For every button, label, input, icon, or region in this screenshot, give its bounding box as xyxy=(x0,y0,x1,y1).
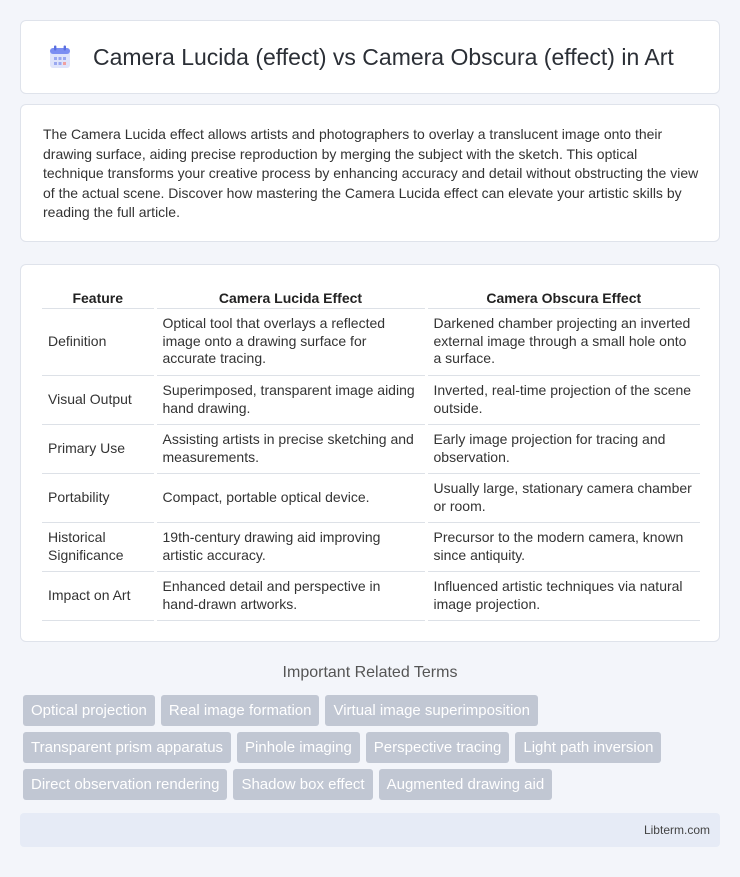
calendar-icon xyxy=(47,44,73,70)
tag-row xyxy=(23,769,723,800)
table-cell: Enhanced detail and perspective in hand-drawn artworks. xyxy=(155,571,426,620)
related-term-tag[interactable]: Pinhole imaging xyxy=(237,732,360,763)
column-header: Feature xyxy=(42,285,155,308)
table-cell: Early image projection for tracing and observation. xyxy=(426,424,700,473)
table-row xyxy=(42,522,700,571)
table-cell: Darkened chamber projecting an inverted external image through a small hole onto a surface. xyxy=(426,308,700,375)
related-term-tag[interactable]: Light path inversion xyxy=(515,732,661,763)
table-header-row xyxy=(42,285,700,308)
related-term-tag[interactable]: Optical projection xyxy=(23,695,155,726)
intro-paragraph: The Camera Lucida effect allows artists and photographers to overlay a translucent image onto their drawing surface, aiding precise reproduction by merging the subject with the sketch. This optical technique transforms your creative process by enhancing accuracy and detail without obstructing the view of the actual scene. Discover how mastering the Camera Lucida effect can elevate your artistic skills by reading the full article. xyxy=(43,126,699,221)
table-cell: Historical Significance xyxy=(42,522,155,571)
title-card xyxy=(20,20,720,94)
footer-site-link[interactable]: Libterm.com xyxy=(643,823,710,837)
table-cell: Portability xyxy=(42,473,155,522)
table-cell: Assisting artists in precise sketching and measurements. xyxy=(155,424,426,473)
table-row xyxy=(42,375,700,424)
table-cell: Usually large, stationary camera chamber or room. xyxy=(426,473,700,522)
related-term-tag[interactable]: Perspective tracing xyxy=(366,732,510,763)
table-cell: Compact, portable optical device. xyxy=(155,473,426,522)
related-term-tag[interactable]: Transparent prism apparatus xyxy=(23,732,231,763)
table-cell: Definition xyxy=(42,308,155,375)
tag-row xyxy=(23,732,723,763)
related-term-tag[interactable]: Direct observation rendering xyxy=(23,769,227,800)
related-term-tag[interactable]: Virtual image superimposition xyxy=(325,695,538,726)
table-row xyxy=(42,308,700,375)
table-row xyxy=(42,424,700,473)
related-term-tag[interactable]: Shadow box effect xyxy=(233,769,372,800)
footer-bar xyxy=(20,813,720,847)
table-cell: Superimposed, transparent image aiding hand drawing. xyxy=(155,375,426,424)
table-cell: Visual Output xyxy=(42,375,155,424)
tag-row xyxy=(23,695,723,726)
column-header: Camera Obscura Effect xyxy=(426,285,700,308)
table-row xyxy=(42,473,700,522)
table-cell: 19th-century drawing aid improving artistic accuracy. xyxy=(155,522,426,571)
related-terms-list xyxy=(23,695,723,806)
table-cell: Primary Use xyxy=(42,424,155,473)
table-cell: Inverted, real-time projection of the scene outside. xyxy=(426,375,700,424)
intro-card xyxy=(20,104,720,242)
table-row xyxy=(42,571,700,620)
comparison-table xyxy=(42,285,700,621)
table-cell: Influenced artistic techniques via natural image projection. xyxy=(426,571,700,620)
related-term-tag[interactable]: Real image formation xyxy=(161,695,320,726)
table-cell: Optical tool that overlays a reflected image onto a drawing surface for accurate tracing. xyxy=(155,308,426,375)
table-cell: Precursor to the modern camera, known since antiquity. xyxy=(426,522,700,571)
column-header: Camera Lucida Effect xyxy=(155,285,426,308)
page-title: Camera Lucida (effect) vs Camera Obscura (effect) in Art xyxy=(93,43,674,70)
related-terms-heading: Important Related Terms xyxy=(282,664,458,681)
related-term-tag[interactable]: Augmented drawing aid xyxy=(379,769,553,800)
table-cell: Impact on Art xyxy=(42,571,155,620)
comparison-table-card xyxy=(20,264,720,642)
